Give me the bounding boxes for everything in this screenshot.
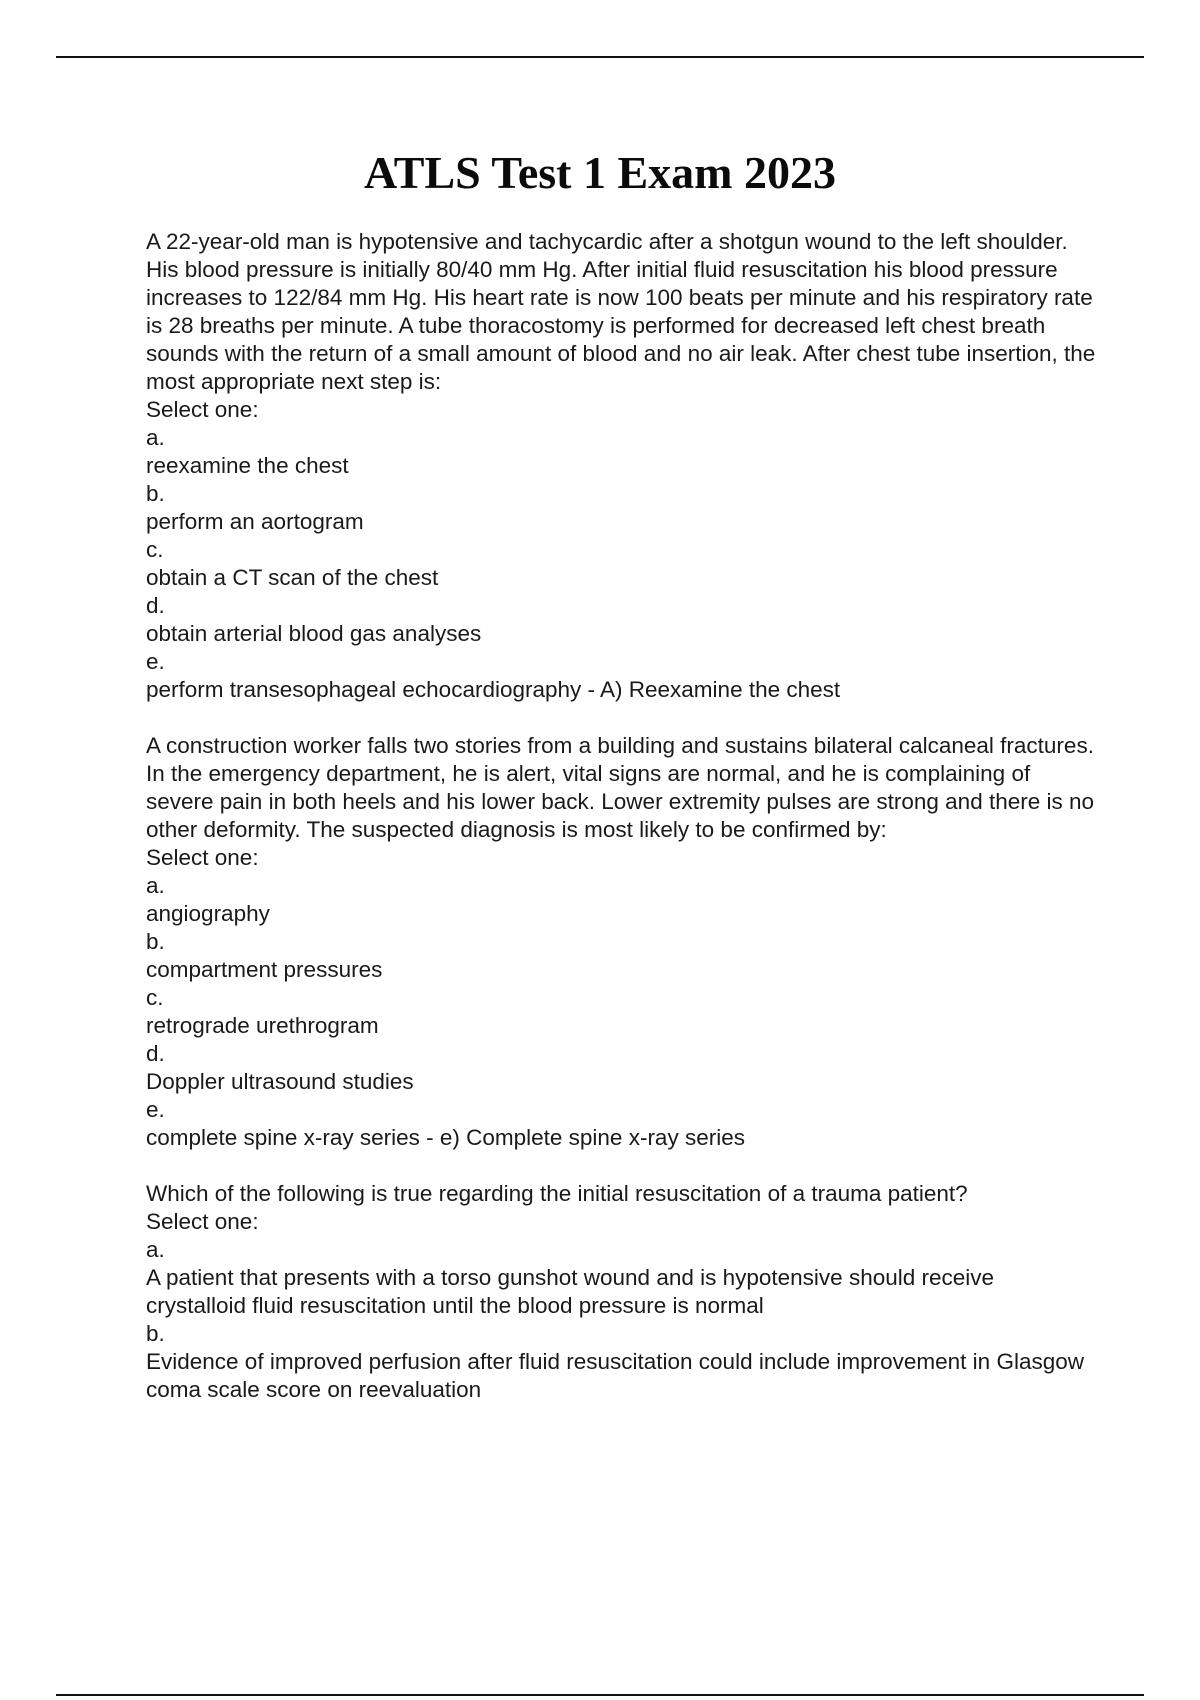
option-text: compartment pressures [146,957,383,982]
option-text: retrograde urethrogram [146,1013,379,1038]
option-letter: a. [146,873,165,898]
option-letter: b. [146,929,165,954]
question-stem: A construction worker falls two stories from a building and sustains bilateral calcaneal fractures. In the emergency department, he is alert, vital signs are normal, and he is complaining of severe pain in both heels and his lower back. Lower extremity pulses are strong and there is no other deformity. The suspected diagnosis is most likely to be confirmed by: [146,733,1095,842]
question-2 [146,732,1096,1152]
option-text: Evidence of improved perfusion after fluid resuscitation could include improvement in Glasgow coma scale score on reevaluation [146,1349,1084,1402]
option-text-with-answer: perform transesophageal echocardiography - A) Reexamine the chest [146,677,841,702]
option-text: Doppler ultrasound studies [146,1069,414,1094]
option-letter: c. [146,537,164,562]
select-prompt: Select one: [146,845,259,870]
option-text: obtain a CT scan of the chest [146,565,439,590]
option-text: angiography [146,901,270,926]
option-text: perform an aortogram [146,509,364,534]
top-rule [56,56,1144,58]
option-letter: d. [146,593,165,618]
option-text: A patient that presents with a torso gunshot wound and is hypotensive should receive crystalloid fluid resuscitation until the blood pressure is normal [146,1265,995,1318]
question-3 [146,1180,1096,1404]
document-title: ATLS Test 1 Exam 2023 [363,147,837,198]
option-letter: a. [146,1237,165,1262]
question-stem: A 22-year-old man is hypotensive and tachycardic after a shotgun wound to the left shoulder. His blood pressure is initially 80/40 mm Hg. After initial fluid resuscitation his blood pressure increases to 122/84 mm Hg. His heart rate is now 100 beats per minute and his respiratory rate is 28 breaths per minute. A tube thoracostomy is performed for decreased left chest breath sounds with the return of a small amount of blood and no air leak. After chest tube insertion, the most appropriate next step is: [146,229,1096,394]
option-text: obtain arterial blood gas analyses [146,621,482,646]
option-letter: b. [146,481,165,506]
select-prompt: Select one: [146,1209,259,1234]
option-letter: c. [146,985,164,1010]
option-letter: d. [146,1041,165,1066]
select-prompt: Select one: [146,397,259,422]
document-body [146,228,1096,1432]
option-letter: b. [146,1321,165,1346]
bottom-rule [56,1694,1144,1696]
option-letter: a. [146,425,165,450]
option-text-with-answer: complete spine x-ray series - e) Complete spine x-ray series [146,1125,745,1150]
option-text: reexamine the chest [146,453,349,478]
question-stem: Which of the following is true regarding the initial resuscitation of a trauma patient? [146,1181,968,1206]
option-letter: e. [146,1097,165,1122]
question-1 [146,228,1096,704]
option-letter: e. [146,649,165,674]
